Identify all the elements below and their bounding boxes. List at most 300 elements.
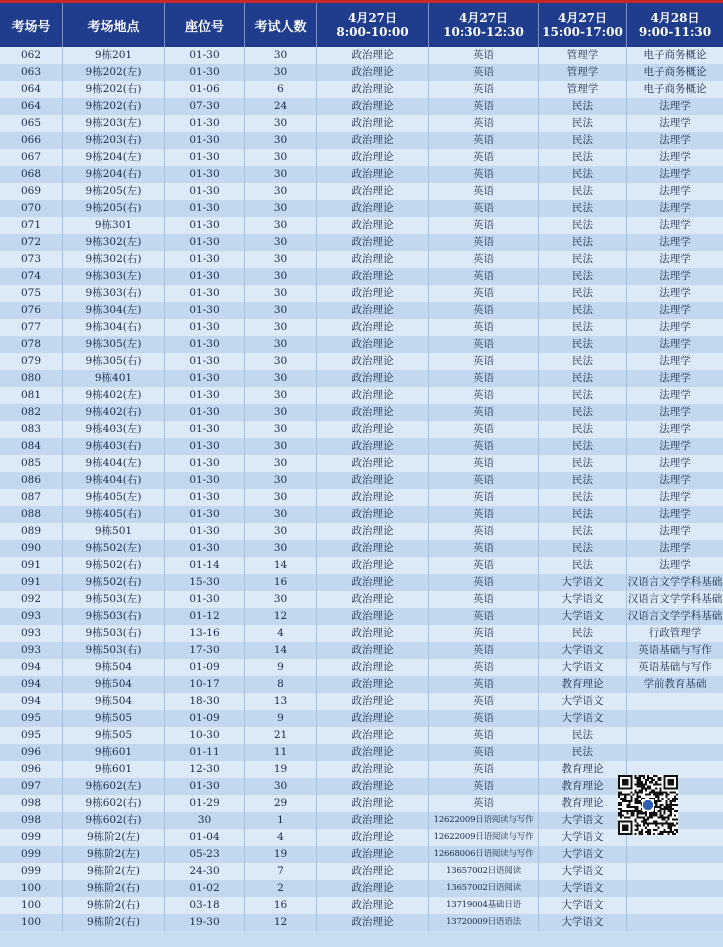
room-number-cell: 100	[0, 880, 63, 897]
session2-cell: 英语	[429, 268, 539, 285]
location-cell: 9栋503(右)	[63, 608, 165, 625]
table-row	[0, 472, 723, 489]
count-cell: 19	[245, 761, 317, 778]
session2-cell: 英语	[429, 132, 539, 149]
count-cell: 9	[245, 659, 317, 676]
seat-range-cell: 01-30	[165, 404, 245, 421]
count-cell: 30	[245, 591, 317, 608]
table-row	[0, 778, 723, 795]
session3-cell: 民法	[539, 115, 627, 132]
room-number-cell: 065	[0, 115, 63, 132]
count-cell: 30	[245, 421, 317, 438]
session3-cell: 教育理论	[539, 778, 627, 795]
count-cell: 30	[245, 64, 317, 81]
session1-cell: 政治理论	[317, 506, 429, 523]
count-cell: 30	[245, 149, 317, 166]
room-number-cell: 072	[0, 234, 63, 251]
seat-range-cell: 15-30	[165, 574, 245, 591]
room-number-cell: 064	[0, 81, 63, 98]
location-cell: 9栋302(左)	[63, 234, 165, 251]
room-number-cell: 082	[0, 404, 63, 421]
room-number-cell: 085	[0, 455, 63, 472]
session4-cell: 汉语言文学学科基础	[627, 610, 723, 622]
table-row	[0, 336, 723, 353]
table-row	[0, 149, 723, 166]
session4-cell: 法理学	[659, 474, 691, 486]
table-row	[0, 438, 723, 455]
count-cell: 30	[245, 438, 317, 455]
seat-range-cell: 01-30	[165, 217, 245, 234]
seat-range-cell: 01-30	[165, 387, 245, 404]
count-cell: 12	[245, 914, 317, 931]
table-row	[0, 268, 723, 285]
session4-cell: 法理学	[659, 219, 691, 231]
count-cell: 4	[245, 829, 317, 846]
session1-cell: 政治理论	[317, 183, 429, 200]
session4-cell: 法理学	[659, 236, 691, 248]
session2-cell: 英语	[429, 608, 539, 625]
table-row	[0, 897, 723, 914]
count-cell: 30	[245, 778, 317, 795]
location-cell: 9栋202(左)	[63, 64, 165, 81]
location-cell: 9栋205(右)	[63, 200, 165, 217]
location-cell: 9栋302(右)	[63, 251, 165, 268]
session1-cell: 政治理论	[317, 710, 429, 727]
session1-cell: 政治理论	[317, 846, 429, 863]
count-cell: 30	[245, 132, 317, 149]
location-cell: 9栋404(右)	[63, 472, 165, 489]
seat-range-cell: 01-30	[165, 302, 245, 319]
location-cell: 9栋504	[63, 676, 165, 693]
session3-cell: 民法	[539, 336, 627, 353]
header-session-4	[627, 3, 723, 47]
session3-cell: 民法	[539, 251, 627, 268]
seat-range-cell: 01-30	[165, 200, 245, 217]
header-session-2	[429, 3, 539, 47]
seat-range-cell: 01-30	[165, 353, 245, 370]
session3-cell: 教育理论	[539, 676, 627, 693]
room-number-cell: 100	[0, 914, 63, 931]
session2-cell: 英语	[429, 98, 539, 115]
session4-cell: 法理学	[659, 525, 691, 537]
count-cell: 30	[245, 370, 317, 387]
session1-cell: 政治理论	[317, 778, 429, 795]
session3-cell: 大学语文	[539, 574, 627, 591]
session1-cell: 政治理论	[317, 421, 429, 438]
location-cell: 9栋502(右)	[63, 574, 165, 591]
session3-cell: 民法	[539, 166, 627, 183]
table-row	[0, 234, 723, 251]
session1-cell: 政治理论	[317, 472, 429, 489]
session1-cell: 政治理论	[317, 897, 429, 914]
room-number-cell: 069	[0, 183, 63, 200]
location-cell: 9栋504	[63, 693, 165, 710]
count-cell: 30	[245, 336, 317, 353]
location-cell: 9栋402(右)	[63, 404, 165, 421]
session1-cell: 政治理论	[317, 812, 429, 829]
session1-cell: 政治理论	[317, 149, 429, 166]
seat-range-cell: 01-30	[165, 47, 245, 64]
count-cell: 14	[245, 642, 317, 659]
room-number-cell: 093	[0, 608, 63, 625]
session1-cell: 政治理论	[317, 574, 429, 591]
seat-range-cell: 01-30	[165, 455, 245, 472]
seat-range-cell: 01-04	[165, 829, 245, 846]
count-cell: 30	[245, 268, 317, 285]
session3-cell: 民法	[539, 217, 627, 234]
session3-cell: 教育理论	[539, 761, 627, 778]
room-number-cell: 098	[0, 795, 63, 812]
table-row	[0, 863, 723, 880]
session1-cell: 政治理论	[317, 642, 429, 659]
room-number-cell: 094	[0, 693, 63, 710]
header-line-2: 9:00-11:30	[638, 25, 712, 39]
table-row	[0, 506, 723, 523]
session1-cell: 政治理论	[317, 166, 429, 183]
session4-cell	[627, 897, 723, 914]
session4-cell	[627, 880, 723, 897]
session4-cell: 法理学	[659, 151, 691, 163]
session1-cell: 政治理论	[317, 795, 429, 812]
room-number-cell: 078	[0, 336, 63, 353]
header-line-2: 15:00-17:00	[542, 25, 623, 39]
session3-cell: 民法	[539, 353, 627, 370]
location-cell: 9栋601	[63, 761, 165, 778]
session2-cell: 英语	[429, 778, 539, 795]
session1-cell: 政治理论	[317, 387, 429, 404]
room-number-cell: 099	[0, 846, 63, 863]
header-count	[245, 3, 317, 47]
count-cell: 30	[245, 319, 317, 336]
header-line-1: 座位号	[184, 19, 224, 35]
session4-cell: 法理学	[659, 372, 691, 384]
session3-cell: 民法	[539, 98, 627, 115]
session1-cell: 政治理论	[317, 625, 429, 642]
session3-cell: 大学语文	[539, 608, 627, 625]
count-cell: 30	[245, 387, 317, 404]
location-cell: 9栋阶2(左)	[63, 829, 165, 846]
table-row	[0, 302, 723, 319]
session2-cell: 英语	[429, 115, 539, 132]
count-cell: 30	[245, 234, 317, 251]
session2-cell: 13720009日语语法	[429, 914, 539, 931]
location-cell: 9栋阶2(左)	[63, 846, 165, 863]
seat-range-cell: 10-30	[165, 727, 245, 744]
seat-range-cell: 01-30	[165, 506, 245, 523]
table-row	[0, 574, 723, 591]
session4-cell: 法理学	[659, 287, 691, 299]
session1-cell: 政治理论	[317, 557, 429, 574]
table-row	[0, 200, 723, 217]
session4-cell: 电子商务概论	[643, 66, 707, 78]
session2-cell: 英语	[429, 455, 539, 472]
session2-cell: 英语	[429, 693, 539, 710]
table-row	[0, 710, 723, 727]
count-cell: 21	[245, 727, 317, 744]
session2-cell: 英语	[429, 302, 539, 319]
session4-cell: 法理学	[659, 117, 691, 129]
session2-cell: 英语	[429, 438, 539, 455]
count-cell: 9	[245, 710, 317, 727]
seat-range-cell: 12-30	[165, 761, 245, 778]
seat-range-cell: 01-30	[165, 132, 245, 149]
room-number-cell: 094	[0, 659, 63, 676]
count-cell: 6	[245, 81, 317, 98]
seat-range-cell: 24-30	[165, 863, 245, 880]
session2-cell: 英语	[429, 251, 539, 268]
room-number-cell: 098	[0, 812, 63, 829]
room-number-cell: 077	[0, 319, 63, 336]
session4-cell: 法理学	[659, 508, 691, 520]
table-row	[0, 251, 723, 268]
seat-range-cell: 01-30	[165, 268, 245, 285]
table-row	[0, 540, 723, 557]
table-row	[0, 795, 723, 812]
session3-cell: 大学语文	[539, 812, 627, 829]
seat-range-cell: 01-30	[165, 421, 245, 438]
count-cell: 30	[245, 217, 317, 234]
session3-cell: 民法	[539, 506, 627, 523]
table-row	[0, 608, 723, 625]
session1-cell: 政治理论	[317, 64, 429, 81]
session4-cell: 法理学	[659, 321, 691, 333]
session3-cell: 大学语文	[539, 659, 627, 676]
location-cell: 9栋301	[63, 217, 165, 234]
count-cell: 16	[245, 897, 317, 914]
session4-cell: 法理学	[659, 423, 691, 435]
room-number-cell: 084	[0, 438, 63, 455]
table-row	[0, 421, 723, 438]
seat-range-cell: 01-30	[165, 149, 245, 166]
location-cell: 9栋202(右)	[63, 81, 165, 98]
session2-cell: 英语	[429, 370, 539, 387]
session1-cell: 政治理论	[317, 761, 429, 778]
session2-cell: 英语	[429, 319, 539, 336]
session3-cell: 民法	[539, 557, 627, 574]
count-cell: 4	[245, 625, 317, 642]
count-cell: 19	[245, 846, 317, 863]
session2-cell: 英语	[429, 149, 539, 166]
session2-cell: 12622009日语阅读与写作	[429, 812, 539, 829]
location-cell: 9栋阶2(右)	[63, 880, 165, 897]
location-cell: 9栋205(左)	[63, 183, 165, 200]
table-row	[0, 523, 723, 540]
session3-cell: 民法	[539, 625, 627, 642]
count-cell: 7	[245, 863, 317, 880]
table-row	[0, 132, 723, 149]
location-cell: 9栋304(右)	[63, 319, 165, 336]
session3-cell: 民法	[539, 149, 627, 166]
seat-range-cell: 01-11	[165, 744, 245, 761]
location-cell: 9栋403(右)	[63, 438, 165, 455]
session1-cell: 政治理论	[317, 693, 429, 710]
session3-cell: 民法	[539, 438, 627, 455]
count-cell: 30	[245, 472, 317, 489]
session4-cell: 法理学	[659, 202, 691, 214]
room-number-cell: 097	[0, 778, 63, 795]
location-cell: 9栋602(左)	[63, 778, 165, 795]
room-number-cell: 087	[0, 489, 63, 506]
session2-cell: 英语	[429, 404, 539, 421]
room-number-cell: 094	[0, 676, 63, 693]
seat-range-cell: 01-09	[165, 710, 245, 727]
session3-cell: 民法	[539, 727, 627, 744]
count-cell: 2	[245, 880, 317, 897]
table-row	[0, 404, 723, 421]
seat-range-cell: 05-23	[165, 846, 245, 863]
table-row	[0, 557, 723, 574]
session2-cell: 英语	[429, 285, 539, 302]
room-number-cell: 095	[0, 727, 63, 744]
session4-cell	[627, 846, 723, 863]
session3-cell: 民法	[539, 387, 627, 404]
header-line-1: 4月27日	[557, 11, 608, 25]
session3-cell: 民法	[539, 421, 627, 438]
session1-cell: 政治理论	[317, 370, 429, 387]
seat-range-cell: 30	[165, 812, 245, 829]
table-row	[0, 880, 723, 897]
header-line-1: 4月27日	[458, 11, 509, 25]
session2-cell: 英语	[429, 489, 539, 506]
session4-cell: 法理学	[659, 457, 691, 469]
location-cell: 9栋404(左)	[63, 455, 165, 472]
seat-range-cell: 01-30	[165, 591, 245, 608]
table-row	[0, 846, 723, 863]
seat-range-cell: 03-18	[165, 897, 245, 914]
session2-cell: 英语	[429, 625, 539, 642]
session4-cell: 法理学	[659, 134, 691, 146]
header-line-1: 4月27日	[347, 11, 398, 25]
room-number-cell: 096	[0, 744, 63, 761]
seat-range-cell: 01-30	[165, 285, 245, 302]
seat-range-cell: 17-30	[165, 642, 245, 659]
session4-cell: 法理学	[659, 542, 691, 554]
session3-cell: 民法	[539, 540, 627, 557]
room-number-cell: 071	[0, 217, 63, 234]
header-line-1: 考试人数	[254, 19, 307, 35]
session2-cell: 12622009日语阅读与写作	[429, 829, 539, 846]
session2-cell: 英语	[429, 523, 539, 540]
location-cell: 9栋504	[63, 659, 165, 676]
session1-cell: 政治理论	[317, 302, 429, 319]
location-cell: 9栋202(右)	[63, 98, 165, 115]
session2-cell: 英语	[429, 183, 539, 200]
seat-range-cell: 10-17	[165, 676, 245, 693]
seat-range-cell: 01-06	[165, 81, 245, 98]
table-row	[0, 387, 723, 404]
room-number-cell: 099	[0, 863, 63, 880]
table-row	[0, 98, 723, 115]
session3-cell: 民法	[539, 489, 627, 506]
location-cell: 9栋405(左)	[63, 489, 165, 506]
count-cell: 12	[245, 608, 317, 625]
session3-cell: 大学语文	[539, 591, 627, 608]
room-number-cell: 080	[0, 370, 63, 387]
session1-cell: 政治理论	[317, 132, 429, 149]
session2-cell: 英语	[429, 557, 539, 574]
room-number-cell: 092	[0, 591, 63, 608]
room-number-cell: 091	[0, 574, 63, 591]
session4-cell	[627, 710, 723, 727]
room-number-cell: 079	[0, 353, 63, 370]
session3-cell: 民法	[539, 319, 627, 336]
session2-cell: 英语	[429, 642, 539, 659]
session4-cell: 法理学	[659, 253, 691, 265]
session4-cell: 汉语言文学学科基础	[627, 593, 723, 605]
session1-cell: 政治理论	[317, 676, 429, 693]
location-cell: 9栋305(右)	[63, 353, 165, 370]
table-row	[0, 727, 723, 744]
session2-cell: 13657002日语阅读	[429, 880, 539, 897]
session1-cell: 政治理论	[317, 285, 429, 302]
seat-range-cell: 01-30	[165, 319, 245, 336]
table-row	[0, 319, 723, 336]
room-number-cell: 076	[0, 302, 63, 319]
session1-cell: 政治理论	[317, 404, 429, 421]
count-cell: 30	[245, 506, 317, 523]
session1-cell: 政治理论	[317, 336, 429, 353]
table-row	[0, 693, 723, 710]
session1-cell: 政治理论	[317, 489, 429, 506]
session1-cell: 政治理论	[317, 659, 429, 676]
room-number-cell: 093	[0, 642, 63, 659]
location-cell: 9栋505	[63, 727, 165, 744]
session3-cell: 民法	[539, 234, 627, 251]
table-row	[0, 285, 723, 302]
table-row	[0, 47, 723, 64]
location-cell: 9栋402(左)	[63, 387, 165, 404]
location-cell: 9栋502(右)	[63, 557, 165, 574]
room-number-cell: 062	[0, 47, 63, 64]
session3-cell: 民法	[539, 472, 627, 489]
session2-cell: 英语	[429, 421, 539, 438]
table-row	[0, 81, 723, 98]
room-number-cell: 064	[0, 98, 63, 115]
location-cell: 9栋505	[63, 710, 165, 727]
session2-cell: 英语	[429, 744, 539, 761]
session4-cell: 法理学	[659, 355, 691, 367]
session1-cell: 政治理论	[317, 81, 429, 98]
count-cell: 16	[245, 574, 317, 591]
seat-range-cell: 01-30	[165, 251, 245, 268]
session3-cell: 民法	[539, 404, 627, 421]
seat-range-cell: 01-30	[165, 778, 245, 795]
session4-cell: 法理学	[659, 406, 691, 418]
location-cell: 9栋602(右)	[63, 795, 165, 812]
session3-cell: 教育理论	[539, 795, 627, 812]
session1-cell: 政治理论	[317, 353, 429, 370]
session2-cell: 英语	[429, 761, 539, 778]
seat-range-cell: 01-30	[165, 540, 245, 557]
location-cell: 9栋203(右)	[63, 132, 165, 149]
session2-cell: 英语	[429, 353, 539, 370]
location-cell: 9栋502(左)	[63, 540, 165, 557]
table-row	[0, 761, 723, 778]
session4-cell	[627, 914, 723, 931]
location-cell: 9栋204(左)	[63, 149, 165, 166]
session2-cell: 英语	[429, 659, 539, 676]
session4-cell: 电子商务概论	[643, 49, 707, 61]
count-cell: 30	[245, 200, 317, 217]
header-line-1: 考场号	[11, 19, 51, 35]
session3-cell: 大学语文	[539, 693, 627, 710]
room-number-cell: 088	[0, 506, 63, 523]
session1-cell: 政治理论	[317, 200, 429, 217]
location-cell: 9栋501	[63, 523, 165, 540]
count-cell: 30	[245, 404, 317, 421]
session4-cell	[627, 693, 723, 710]
location-cell: 9栋303(右)	[63, 285, 165, 302]
